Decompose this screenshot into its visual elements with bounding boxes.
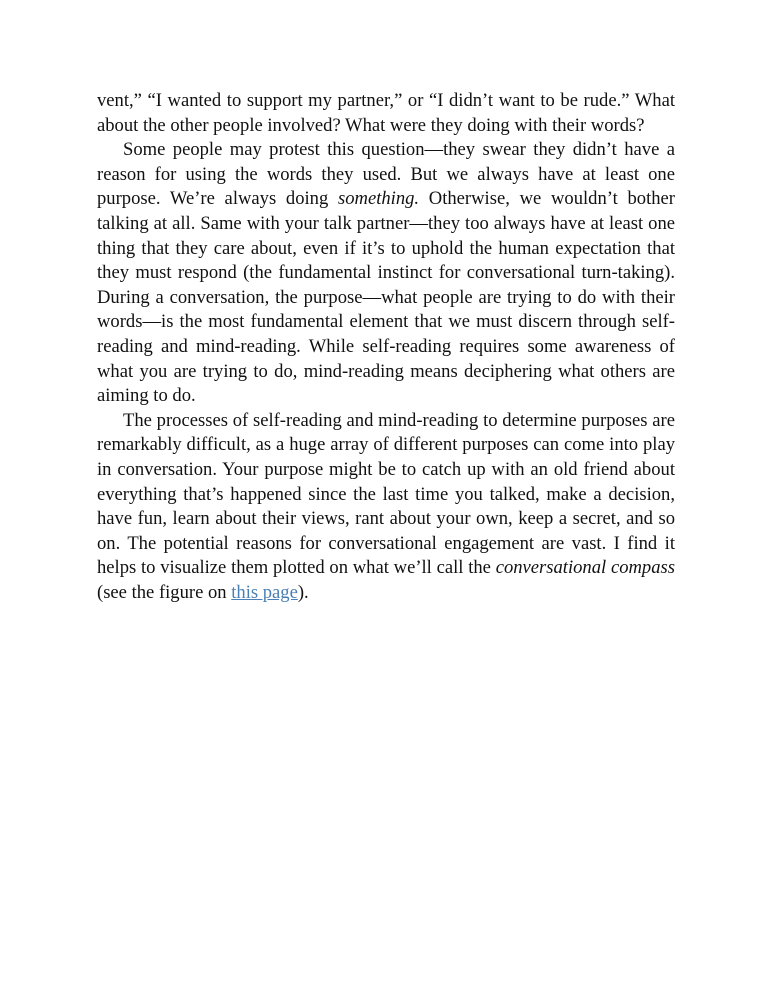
paragraph-2 xyxy=(97,138,675,409)
figure-page-link[interactable]: this page xyxy=(231,581,298,603)
book-page xyxy=(97,89,675,605)
paragraph-3-text-mid: (see the figure on xyxy=(97,581,232,603)
paragraph-1 xyxy=(97,89,675,138)
paragraph-1-text: vent,” “I wanted to support my partner,” or “I didn’t want to be rude.” What about the other people involved? What were they doing with their words? xyxy=(97,90,675,136)
paragraph-2-emphasis: something. xyxy=(337,188,420,210)
paragraph-2-text-end: Otherwise, we wouldn’t bother talking at all. Same with your talk partner—they too always have at least one thing that they care about, even if it’s to uphold the human expectation that they must respond (the fundamental instinct for conversational turn-taking). During a conversation, the purpose—what people are trying to do with their words—is the most fundamental element that we must discern through self-reading and mind-reading. While self-reading requires some awareness of what you are trying to do, mind-reading means deciphering what others are aiming to do. xyxy=(97,188,675,407)
paragraph-3 xyxy=(97,409,675,606)
paragraph-3-text-end: ). xyxy=(297,581,309,603)
paragraph-3-emphasis: conversational compass xyxy=(495,557,675,579)
paragraph-2-text-start: Some people may protest this question—they swear they didn’t have a reason for using the words they used. But we always have at least one purpose. We’re always doing xyxy=(97,139,675,210)
paragraph-3-text-start: The processes of self-reading and mind-reading to determine purposes are remarkably difficult, as a huge array of different purposes can come into play in conversation. Your purpose might be to catch up with an old friend about everything that’s happened since the last time you talked, make a decision, have fun, learn about their views, rant about your own, keep a secret, and so on. The potential reasons for conversational engagement are vast. I find it helps to visualize them plotted on what we’ll call the xyxy=(97,409,675,579)
